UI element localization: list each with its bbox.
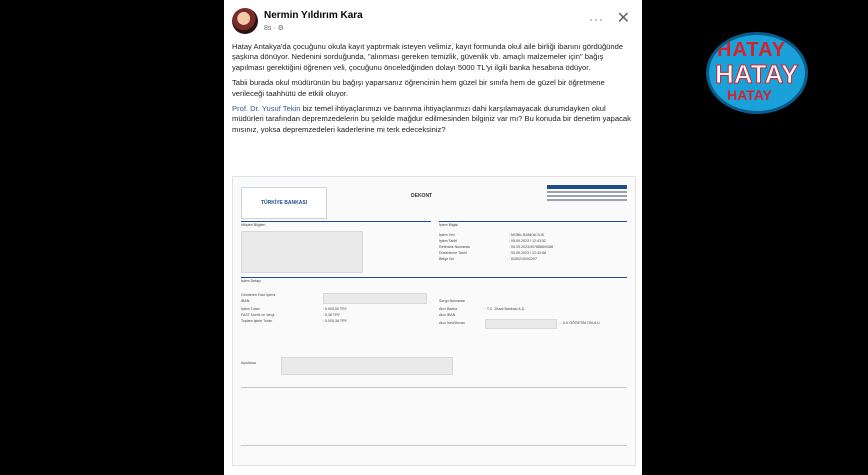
- mention-link[interactable]: Prof. Dr. Yusuf Tekin: [232, 104, 301, 114]
- post-header: [232, 6, 634, 38]
- facebook-post: [224, 0, 642, 475]
- avatar[interactable]: [232, 8, 258, 34]
- logo-text-bottom: HATAY: [727, 87, 772, 103]
- label-islem-tarihi: İşlem Tarihi: [439, 239, 458, 243]
- redacted-sender: [323, 293, 427, 304]
- receipt-image[interactable]: [232, 176, 636, 466]
- post-paragraph-text: biz temel ihtiyaçlarımızı ve barınma ihtiyaçlarımızı dahi karşılamayacak durumdayken okul müdürleri tarafından depremzedelerin bu şekilde mağdur edilmesinden bilginiz var mı? Bu konuda bir denetim yapacak mısınız, yoksa depremzedeleri kaderlerine mi terk edeceksiniz?: [232, 104, 631, 134]
- label-fast-ucret: FAST Ücreti ve Vergi: [241, 313, 275, 317]
- receipt-title: DEKONT: [411, 193, 433, 199]
- label-alici-banka: Alıcı Banka: [439, 307, 458, 311]
- label-belge: Belge No: [439, 257, 454, 261]
- logo-text-main: HATAY: [715, 59, 799, 89]
- post-paragraph: Hatay Antakya'da çocuğunu okula kayıt yaptırmak isteyen velimiz, kayıt formunda okul aile birliği ibanını gördüğünde şaşkına dönüyor. Nedenini sorduğunda, "alınması gereken temizlik, güvenlik vb. amaçlı malzemeler için" bağış yapılması gerektiğini öğrenen veli, çocuğunu önceledğinden dolayı 5000 TL'yi ilgili banka hesabına ödüyor.: [232, 42, 624, 72]
- post-text: [232, 42, 634, 140]
- hatay-logo: [706, 32, 808, 114]
- value-islem-tarihi: : 05.09.2023 / 12:43:52: [509, 239, 546, 243]
- label-islem-yeri: İşlem Yeri: [439, 233, 455, 237]
- label-alici-isim: Alıcı İsim/Unvan: [439, 321, 465, 325]
- label-duzenleme: Düzenleme Tarihi: [439, 251, 467, 255]
- label-toplam: Toplam İşlem Tutarı: [241, 319, 273, 323]
- logo-text-top: HATAY: [717, 39, 787, 61]
- value-fast-ucret: : 5,36 TRY: [323, 313, 341, 317]
- label-musteri: Müşteri Bilgileri: [241, 223, 266, 227]
- value-alici-banka: : T.C. Ziraat Bankası A.Ş.: [485, 307, 526, 311]
- value-referans: : 05.09.2023/4978888/0088: [509, 245, 553, 249]
- label-sorgu: Sorgu Numarası: [439, 299, 466, 303]
- value-alici-isim: ... İLK ÖĞRETİM OKULU: [559, 321, 600, 325]
- value-islem-tutari: : 5.000,00 TRY: [323, 307, 348, 311]
- label-alici-iban: Alıcı IBAN: [439, 313, 456, 317]
- value-islem-yeri: : MOBİL BANKACILIK: [509, 233, 545, 237]
- label-islem-tutari: İşlem Tutarı: [241, 307, 260, 311]
- label-aciklama: Açıklama: [241, 361, 256, 365]
- redacted-recipient: [485, 319, 557, 329]
- post-meta: 8s · ⚙: [264, 25, 284, 32]
- label-gonderen: Gönderen Fast İşlemi: [241, 293, 276, 297]
- value-toplam: : 5.005,36 TRY: [323, 319, 348, 323]
- more-options-icon[interactable]: ···: [589, 12, 604, 26]
- redacted-description: [281, 357, 453, 375]
- bank-address: [547, 183, 627, 205]
- post-paragraph: [232, 104, 634, 135]
- author-name[interactable]: Nermin Yıldırım Kara: [264, 10, 363, 21]
- close-icon[interactable]: ✕: [616, 10, 630, 27]
- redacted-customer: [241, 231, 363, 273]
- label-islem-bilgisi: İşlem Bilgisi: [439, 223, 458, 227]
- value-duzenleme: : 05.09.2023 / 12:43:58: [509, 251, 546, 255]
- label-iban: IBAN: [241, 299, 250, 303]
- value-belge: : 8150210002297: [509, 257, 537, 261]
- bank-logo: TÜRKİYE BANKASI: [241, 187, 327, 219]
- post-paragraph: Tabii burada okul müdürünün bu bağışı yaparsanız öğrencinin hem güzel bir sınıfa hem de güzel bir öğretmene verileceği taahhütü de etkili oluyor.: [232, 78, 605, 98]
- label-referans: Referans Numarası: [439, 245, 471, 249]
- label-islem-detay: İşlem Detayı: [241, 279, 261, 283]
